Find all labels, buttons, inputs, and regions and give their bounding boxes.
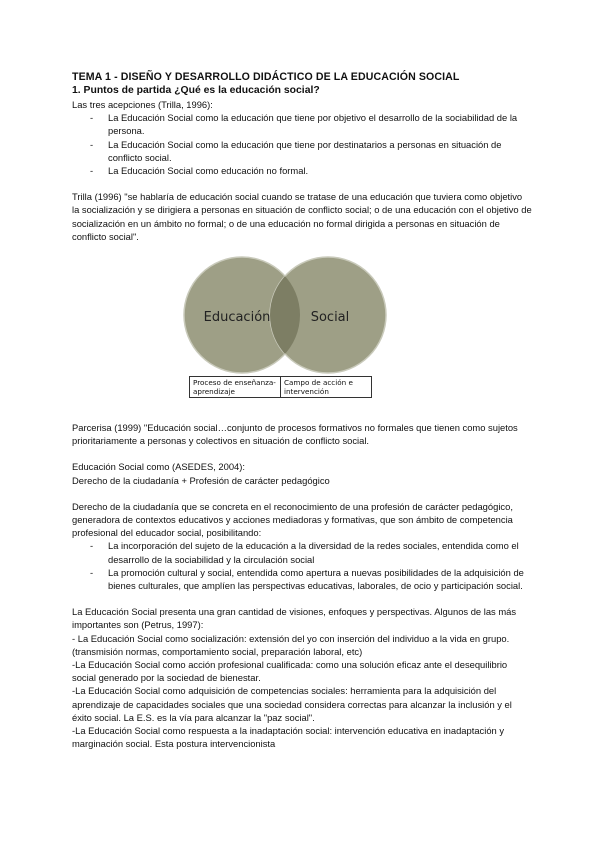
diagram-captions [189,376,372,398]
vision-item: -La Educación Social como acción profesional cualificada: como una solución eficaz ante el desequilibrio social generado por la sociedad de bienestar. [72,659,508,684]
venn-diagram [72,255,532,405]
asedes-line1: Educación Social como (ASEDES, 2004): [72,461,246,473]
list-item: - La Educación Social como la educación que tiene por objetivo el desarrollo de la sociabilidad de la persona. [108,111,532,137]
list-item: - La promoción cultural y social, entendida como apertura a nuevas posibilidades de la adquisición de bienes culturales, que amplíen las perspectivas educativas, laborales, de ocio y participación social. [108,566,532,592]
derecho-intro: Derecho de la ciudadanía que se concreta en el reconocimiento de una profesión de carácter pedagógico, generadora de contextos educativos y acciones mediadoras y formativas, que son ámbito de competencia profesional del educador social, posibilitando: [72,500,513,539]
list-item: - La Educación Social como educación no formal. [108,164,532,177]
left-circle-label: Educación [203,310,271,326]
asedes-line2: Derecho de la ciudadanía + Profesión de carácter pedagógico [72,474,330,486]
vision-item: -La Educación Social como adquisición de competencias sociales: herramienta para la adquisición del aprendizaje de capacidades sociales que una sociedad considera correctas para alcanzar la inclusión y el éxito social. La E.S. es la vía para alcanzar la "paz social". [72,685,512,723]
right-circle-label: Social [310,310,350,326]
acepciones-intro: Las tres acepciones (Trilla, 1996): [72,99,213,110]
list-item: - La Educación Social como la educación que tiene por destinatarios a personas en situación de conflicto social. [108,138,532,164]
right-caption: Campo de acción e intervención [281,377,372,398]
acepciones-list [72,111,532,177]
document-page [72,70,532,751]
document-title: TEMA 1 - DISEÑO Y DESARROLLO DIDÁCTICO DE LA EDUCACIÓN SOCIAL [72,71,460,83]
trilla-quote: Trilla (1996) "se hablaría de educación social cuando se tratase de una educación que tuviera como objetivo la socialización y se dirigiera a personas en situación de conflicto social; o de una educación con el objetivo de socialización en un ámbito no formal; o de una educación no formal dirigida a personas en situación de conflicto social". [72,191,532,242]
derecho-list [72,539,532,592]
vision-item: -La Educación Social como respuesta a la inadaptación social: intervención educativa en inadaptación y marginación social. Esta postura intervencionista [72,725,505,750]
left-caption: Proceso de enseñanza-aprendizaje [190,377,281,398]
section-heading: 1. Puntos de partida ¿Qué es la educación social? [72,85,320,96]
parcerisa-quote: Parcerisa (1999) "Educación social…conjunto de procesos formativos no formales que tienen como sujetos prioritariamente a personas y colectivos en situación de conflicto social. [72,422,518,447]
list-item: - La incorporación del sujeto de la educación a la diversidad de la redes sociales, entendida como el desarrollo de la sociabilidad y la circulación social [108,539,532,565]
visiones-intro: La Educación Social presenta una gran cantidad de visiones, enfoques y perspectivas. Algunos de las más importantes son (Petrus, 1997): [72,606,517,631]
vision-item: - La Educación Social como socialización: extensión del yo con inserción del individuo a la vida en grupo. (transmisión normas, comportamiento social, preparación laboral, etc) [72,632,510,657]
